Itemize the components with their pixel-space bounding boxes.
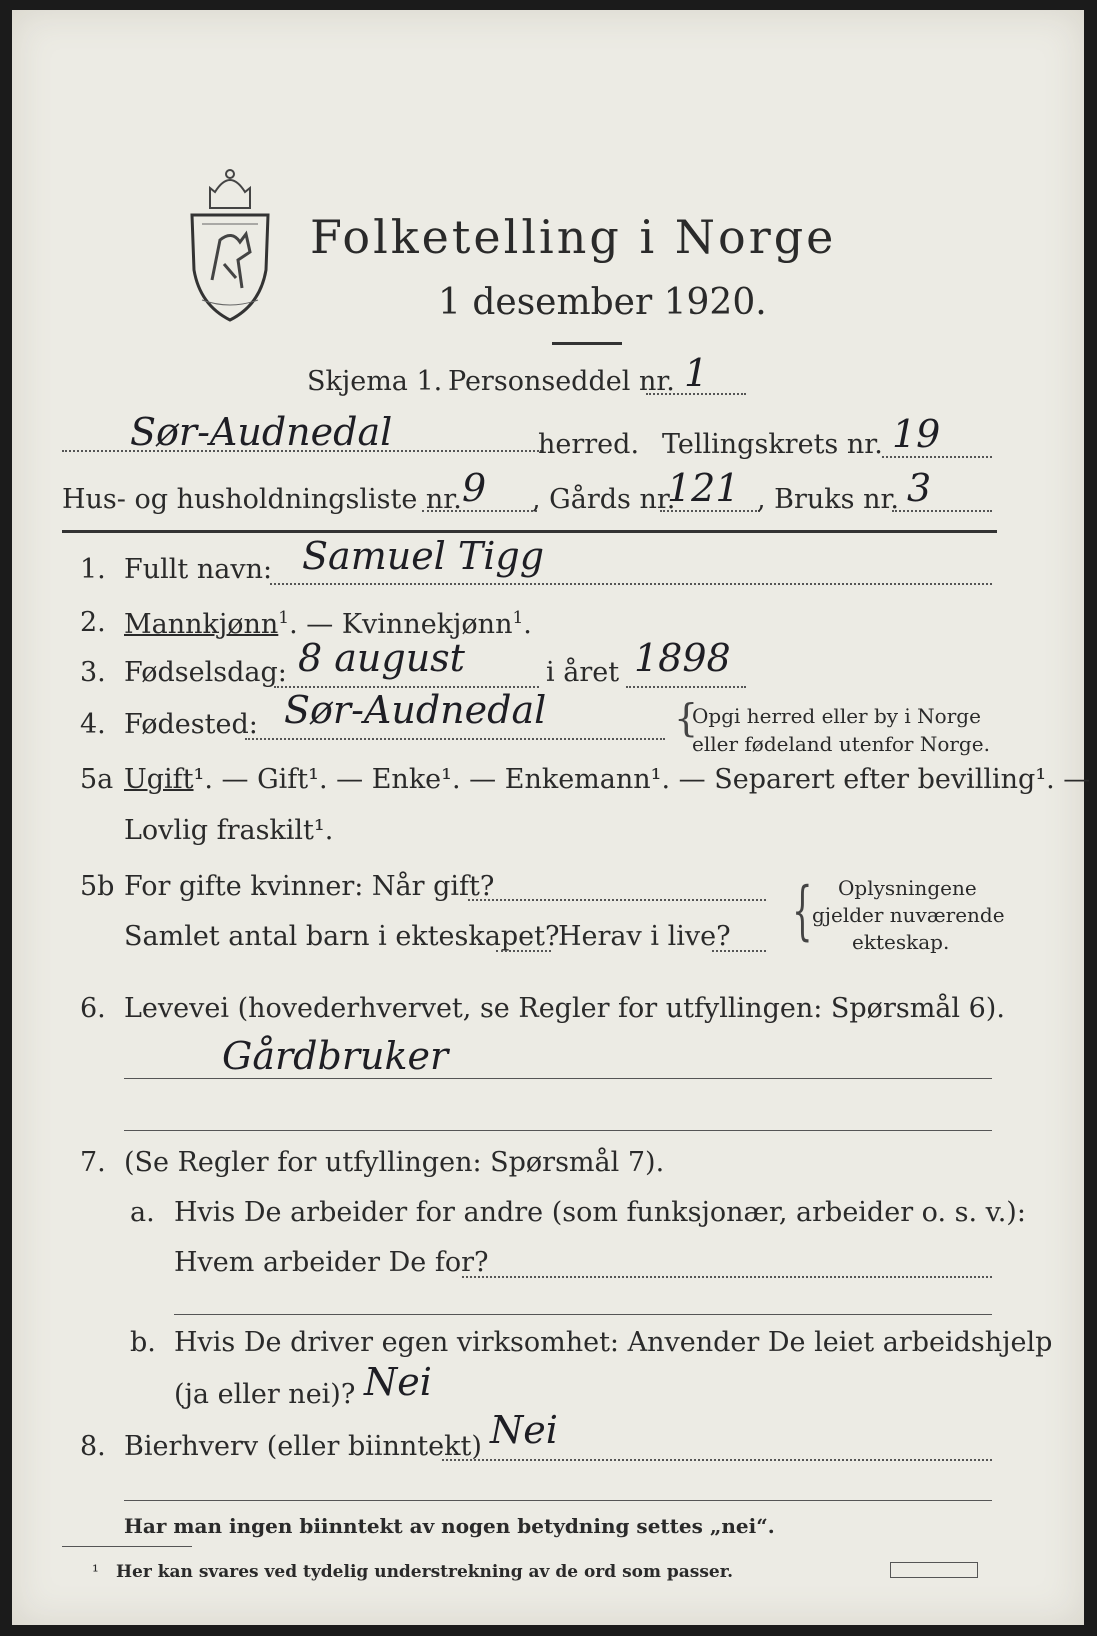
q7b-value[interactable]: Nei [364,1360,432,1404]
q5b-children-label: Samlet antal barn i ekteskapet? [124,921,560,952]
q4-note-line1: Opgi herred eller by i Norge [692,704,981,728]
q4-line [245,738,665,740]
q4-number: 4. [80,709,106,740]
q5b-note-line1: Oplysningene [838,876,977,900]
q3-number: 3. [80,657,106,688]
q8-label: Bierhverv (eller biinntekt) [124,1431,482,1462]
q7a-text: Hvis De arbeider for andre (som funksjonær, arbeider o. s. v.): [174,1197,1026,1228]
coat-of-arms-icon [180,160,280,330]
q6-occupation-value[interactable]: Gårdbruker [222,1034,449,1078]
q4-birthplace-value[interactable]: Sør-Audnedal [284,688,547,732]
q8-line1 [442,1459,992,1461]
q5b-alive-line [712,950,766,952]
q2-female-option[interactable]: Kvinnekjønn [341,609,513,640]
q7a-letter: a. [130,1197,155,1228]
q7a-line1 [462,1276,992,1278]
gards-value[interactable]: 121 [667,466,740,510]
biinntekt-note: Har man ingen biinntekt av nogen betydning settes „nei“. [124,1514,775,1538]
tellingskrets-label: Tellingskrets nr. [662,429,883,460]
q5b-married-line [468,899,766,901]
bruks-value[interactable]: 3 [907,466,932,510]
husliste-value[interactable]: 9 [462,466,487,510]
q7b-question: (ja eller nei)? [174,1379,356,1410]
q3-year-line [626,686,746,688]
q6-number: 6. [80,993,106,1024]
q5a-ugift-option[interactable]: Ugift [124,764,194,795]
personseddel-label: Personseddel nr. [448,366,675,397]
footnote-marker: ¹ [92,1562,99,1582]
footnote-divider [62,1546,192,1547]
gards-line [660,510,760,512]
form-date: 1 desember 1920. [438,282,767,323]
q5a-options [124,765,1090,795]
tellingskrets-line [882,456,992,458]
q7a-line2 [174,1314,992,1315]
footnote-text: Her kan svares ved tydelig understrekning av de ord som passer. [116,1562,734,1582]
bruks-label: , Bruks nr. [757,484,900,515]
q5b-children-line [496,950,551,952]
q8-value[interactable]: Nei [490,1408,558,1452]
q1-line [270,583,992,585]
husliste-line [422,510,537,512]
census-form [12,10,1091,1625]
personseddel-value[interactable]: 1 [684,351,709,395]
form-title: Folketelling i Norge [310,210,837,264]
q3-year-value[interactable]: 1898 [634,636,731,680]
herred-label: herred. [538,429,640,460]
q7-number: 7. [80,1147,106,1178]
bruks-line [892,510,992,512]
q7b-text: Hvis De driver egen virksomhet: Anvender De leiet arbeidshjelp [174,1327,1053,1358]
q5a-number: 5a [80,764,114,795]
herred-value[interactable]: Sør-Audnedal [130,410,393,454]
q5b-line1: For gifte kvinner: Når gift? [124,871,495,902]
q6-line1 [124,1078,992,1079]
q4-note-line2: eller fødeland utenfor Norge. [692,732,990,756]
q8-line2 [124,1500,992,1501]
q2-number: 2. [80,607,106,638]
q5a-line2[interactable]: Lovlig fraskilt¹. [124,815,334,846]
q5a-other-options[interactable]: ¹. — Gift¹. — Enke¹. — Enkemann¹. — Separert efter bevilling¹. — [193,764,1091,795]
q4-note-brace: { [674,696,699,740]
q5b-alive-label: Herav i live? [558,921,731,952]
husliste-label: Hus- og husholdningsliste nr. [62,484,462,515]
q4-label: Fødested: [124,709,258,740]
printer-stamp-icon [890,1562,978,1578]
q2-options: Mannkjønn$^1$. — Kvinnekjønn$^1$. [124,608,532,640]
q3-birthday-value[interactable]: 8 august [298,636,465,680]
gards-label: , Gårds nr. [532,484,676,515]
header-divider [62,530,997,533]
q3-year-label: i året [546,657,620,688]
q6-line2 [124,1130,992,1131]
q5b-note-brace: { [792,874,813,948]
q5b-note-line2: gjelder nuværende [812,903,1005,927]
q1-label: Fullt navn: [124,554,273,585]
q8-number: 8. [80,1431,106,1462]
q5b-number: 5b [80,871,115,902]
schema-label: Skjema 1. [307,366,443,397]
q7a-question: Hvem arbeider De for? [174,1247,489,1278]
q5b-note-line3: ekteskap. [852,930,950,954]
q6-label: Levevei (hovederhvervet, se Regler for utfyllingen: Spørsmål 6). [124,993,1005,1024]
q1-fullname-value[interactable]: Samuel Tigg [302,534,545,578]
tellingskrets-value[interactable]: 19 [892,412,941,456]
title-divider [552,342,622,345]
q7b-letter: b. [130,1327,156,1358]
q7-label: (Se Regler for utfyllingen: Spørsmål 7). [124,1147,665,1178]
q1-number: 1. [80,554,106,585]
q2-male-option[interactable]: Mannkjønn [124,609,279,640]
q3-label: Fødselsdag: [124,657,287,688]
